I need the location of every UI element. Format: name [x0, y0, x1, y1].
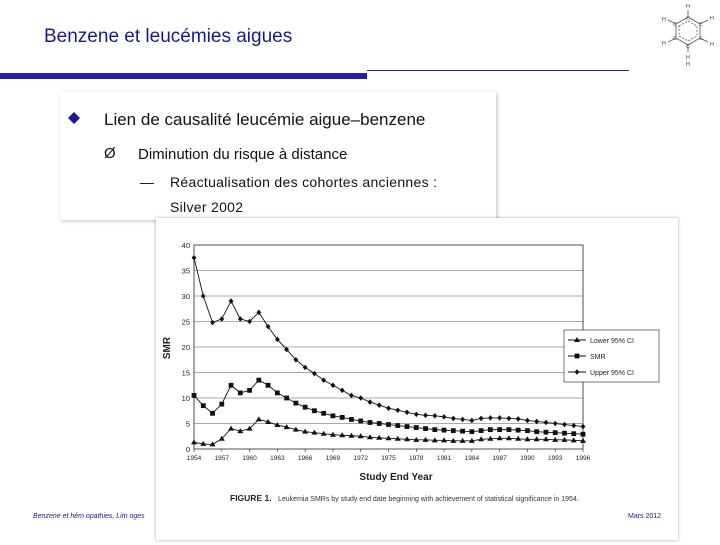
- point-smr: [553, 430, 558, 435]
- point-smr: [358, 419, 363, 424]
- logo-atom-label: C: [699, 36, 703, 42]
- logo-atom-label: H: [661, 17, 667, 23]
- point-smr: [581, 432, 586, 437]
- y-tick-label: 0: [185, 445, 190, 454]
- point-smr: [479, 428, 484, 433]
- point-smr: [331, 413, 336, 418]
- point-smr: [497, 427, 502, 432]
- point-smr: [571, 431, 576, 436]
- point-smr: [488, 427, 493, 432]
- x-tick-label: 1966: [297, 455, 313, 462]
- y-axis-ticks: [182, 241, 190, 454]
- logo-atom-label: C: [686, 16, 690, 22]
- point-smr: [562, 431, 567, 436]
- y-tick-label: 35: [181, 266, 190, 276]
- point-smr: [256, 378, 261, 383]
- x-tick-label: 1975: [381, 455, 396, 462]
- point-smr: [432, 427, 437, 432]
- dash-bullet-icon: —: [140, 174, 154, 190]
- point-smr: [377, 421, 382, 426]
- logo-atom-label: H: [685, 4, 691, 10]
- x-tick-label: 1972: [353, 455, 368, 462]
- legend-label: Upper 95% CI: [590, 370, 634, 377]
- point-smr: [451, 428, 456, 433]
- point-smr: [469, 429, 474, 434]
- logo-atom-label: C: [699, 22, 703, 28]
- point-smr: [442, 428, 447, 433]
- point-smr: [210, 411, 215, 416]
- slide-title: Benzene et leucémies aigues: [44, 26, 293, 47]
- point-smr: [219, 402, 224, 407]
- point-smr: [534, 429, 539, 434]
- x-tick-label: 1993: [547, 455, 563, 462]
- x-tick-label: 1957: [214, 455, 230, 462]
- y-tick-label: 30: [181, 292, 190, 301]
- bullet-reference: Silver 2002: [170, 199, 244, 215]
- figure-panel: [156, 218, 678, 540]
- point-smr: [247, 388, 252, 393]
- figure-caption-text: Leukemia SMRs by study end date beginning with achievement of statistical significance in 1954.: [278, 496, 579, 503]
- legend-label: Lower 95% CI: [590, 338, 634, 345]
- logo-atom-label: H: [709, 42, 715, 48]
- point-smr: [192, 393, 197, 398]
- point-smr: [266, 383, 271, 388]
- point-smr: [293, 401, 298, 406]
- logo-atom-label: C: [673, 36, 677, 42]
- y-tick-label: 5: [185, 419, 190, 429]
- x-axis-label: Study End Year: [359, 472, 433, 483]
- point-smr: [516, 428, 521, 433]
- logo-atom-label: H: [661, 41, 667, 47]
- point-smr: [201, 403, 206, 408]
- point-smr: [238, 391, 243, 396]
- x-tick-label: 1978: [409, 455, 424, 462]
- y-tick-label: 25: [181, 317, 190, 327]
- point-smr: [395, 423, 400, 428]
- y-tick-label: 15: [181, 368, 190, 378]
- y-tick-label: 10: [181, 394, 190, 403]
- point-smr: [229, 383, 234, 388]
- chart-grid: [194, 245, 583, 452]
- point-smr: [340, 415, 345, 420]
- point-smr: [525, 428, 530, 433]
- point-smr: [312, 408, 317, 413]
- diamond-bullet-icon: [68, 112, 80, 124]
- logo-atom-label: H: [685, 62, 691, 68]
- point-smr: [386, 422, 391, 427]
- footer-source: Benzene et hém opathies, Lim oges: [33, 513, 145, 520]
- x-tick-label: 1987: [492, 455, 507, 462]
- legend-label: SMR: [590, 354, 606, 361]
- bullet-causal-link: Lien de causalité leucémie aigue–benzene: [104, 110, 426, 129]
- logo-atom-label: H: [709, 16, 715, 22]
- logo-atom-label: C: [673, 22, 677, 28]
- x-axis-ticks: [187, 455, 591, 462]
- chart-legend: [564, 330, 659, 382]
- x-tick-label: 1990: [520, 455, 535, 462]
- logo-atom-label: C: [686, 44, 690, 50]
- x-tick-label: 1954: [186, 455, 202, 462]
- figure-caption-label: FIGURE 1.: [230, 493, 272, 503]
- point-smr: [405, 424, 410, 429]
- logo-atom-label: H: [685, 55, 691, 61]
- point-smr: [303, 405, 308, 410]
- benzene-molecule-logo: [646, 2, 720, 70]
- footer-date: Mars 2012: [628, 513, 662, 520]
- y-tick-label: 40: [181, 241, 190, 250]
- point-smr: [275, 391, 280, 396]
- y-tick-label: 20: [181, 343, 190, 352]
- point-smr: [544, 430, 549, 435]
- legend-marker: [575, 354, 580, 359]
- arrow-bullet-icon: Ø: [104, 145, 116, 162]
- title-underline-bar: [0, 73, 367, 79]
- point-smr: [414, 425, 419, 430]
- x-tick-label: 1996: [575, 455, 591, 462]
- point-smr: [507, 427, 512, 432]
- point-smr: [284, 396, 289, 401]
- x-tick-label: 1960: [242, 455, 257, 462]
- point-smr: [349, 417, 354, 422]
- x-tick-label: 1981: [436, 455, 452, 462]
- x-tick-label: 1969: [325, 455, 341, 462]
- point-smr: [368, 420, 373, 425]
- title-underline-rule: [367, 70, 629, 71]
- point-smr: [321, 411, 326, 416]
- smr-line-chart: [156, 218, 678, 540]
- bullet-risk-decrease: Diminution du risque à distance: [138, 146, 348, 163]
- x-tick-label: 1984: [464, 455, 480, 462]
- x-tick-label: 1963: [270, 455, 285, 462]
- bullet-cohort-update: Réactualisation des cohortes anciennes :: [170, 174, 438, 190]
- point-smr: [423, 426, 428, 431]
- point-smr: [460, 429, 465, 434]
- y-axis-label: SMR: [162, 336, 173, 360]
